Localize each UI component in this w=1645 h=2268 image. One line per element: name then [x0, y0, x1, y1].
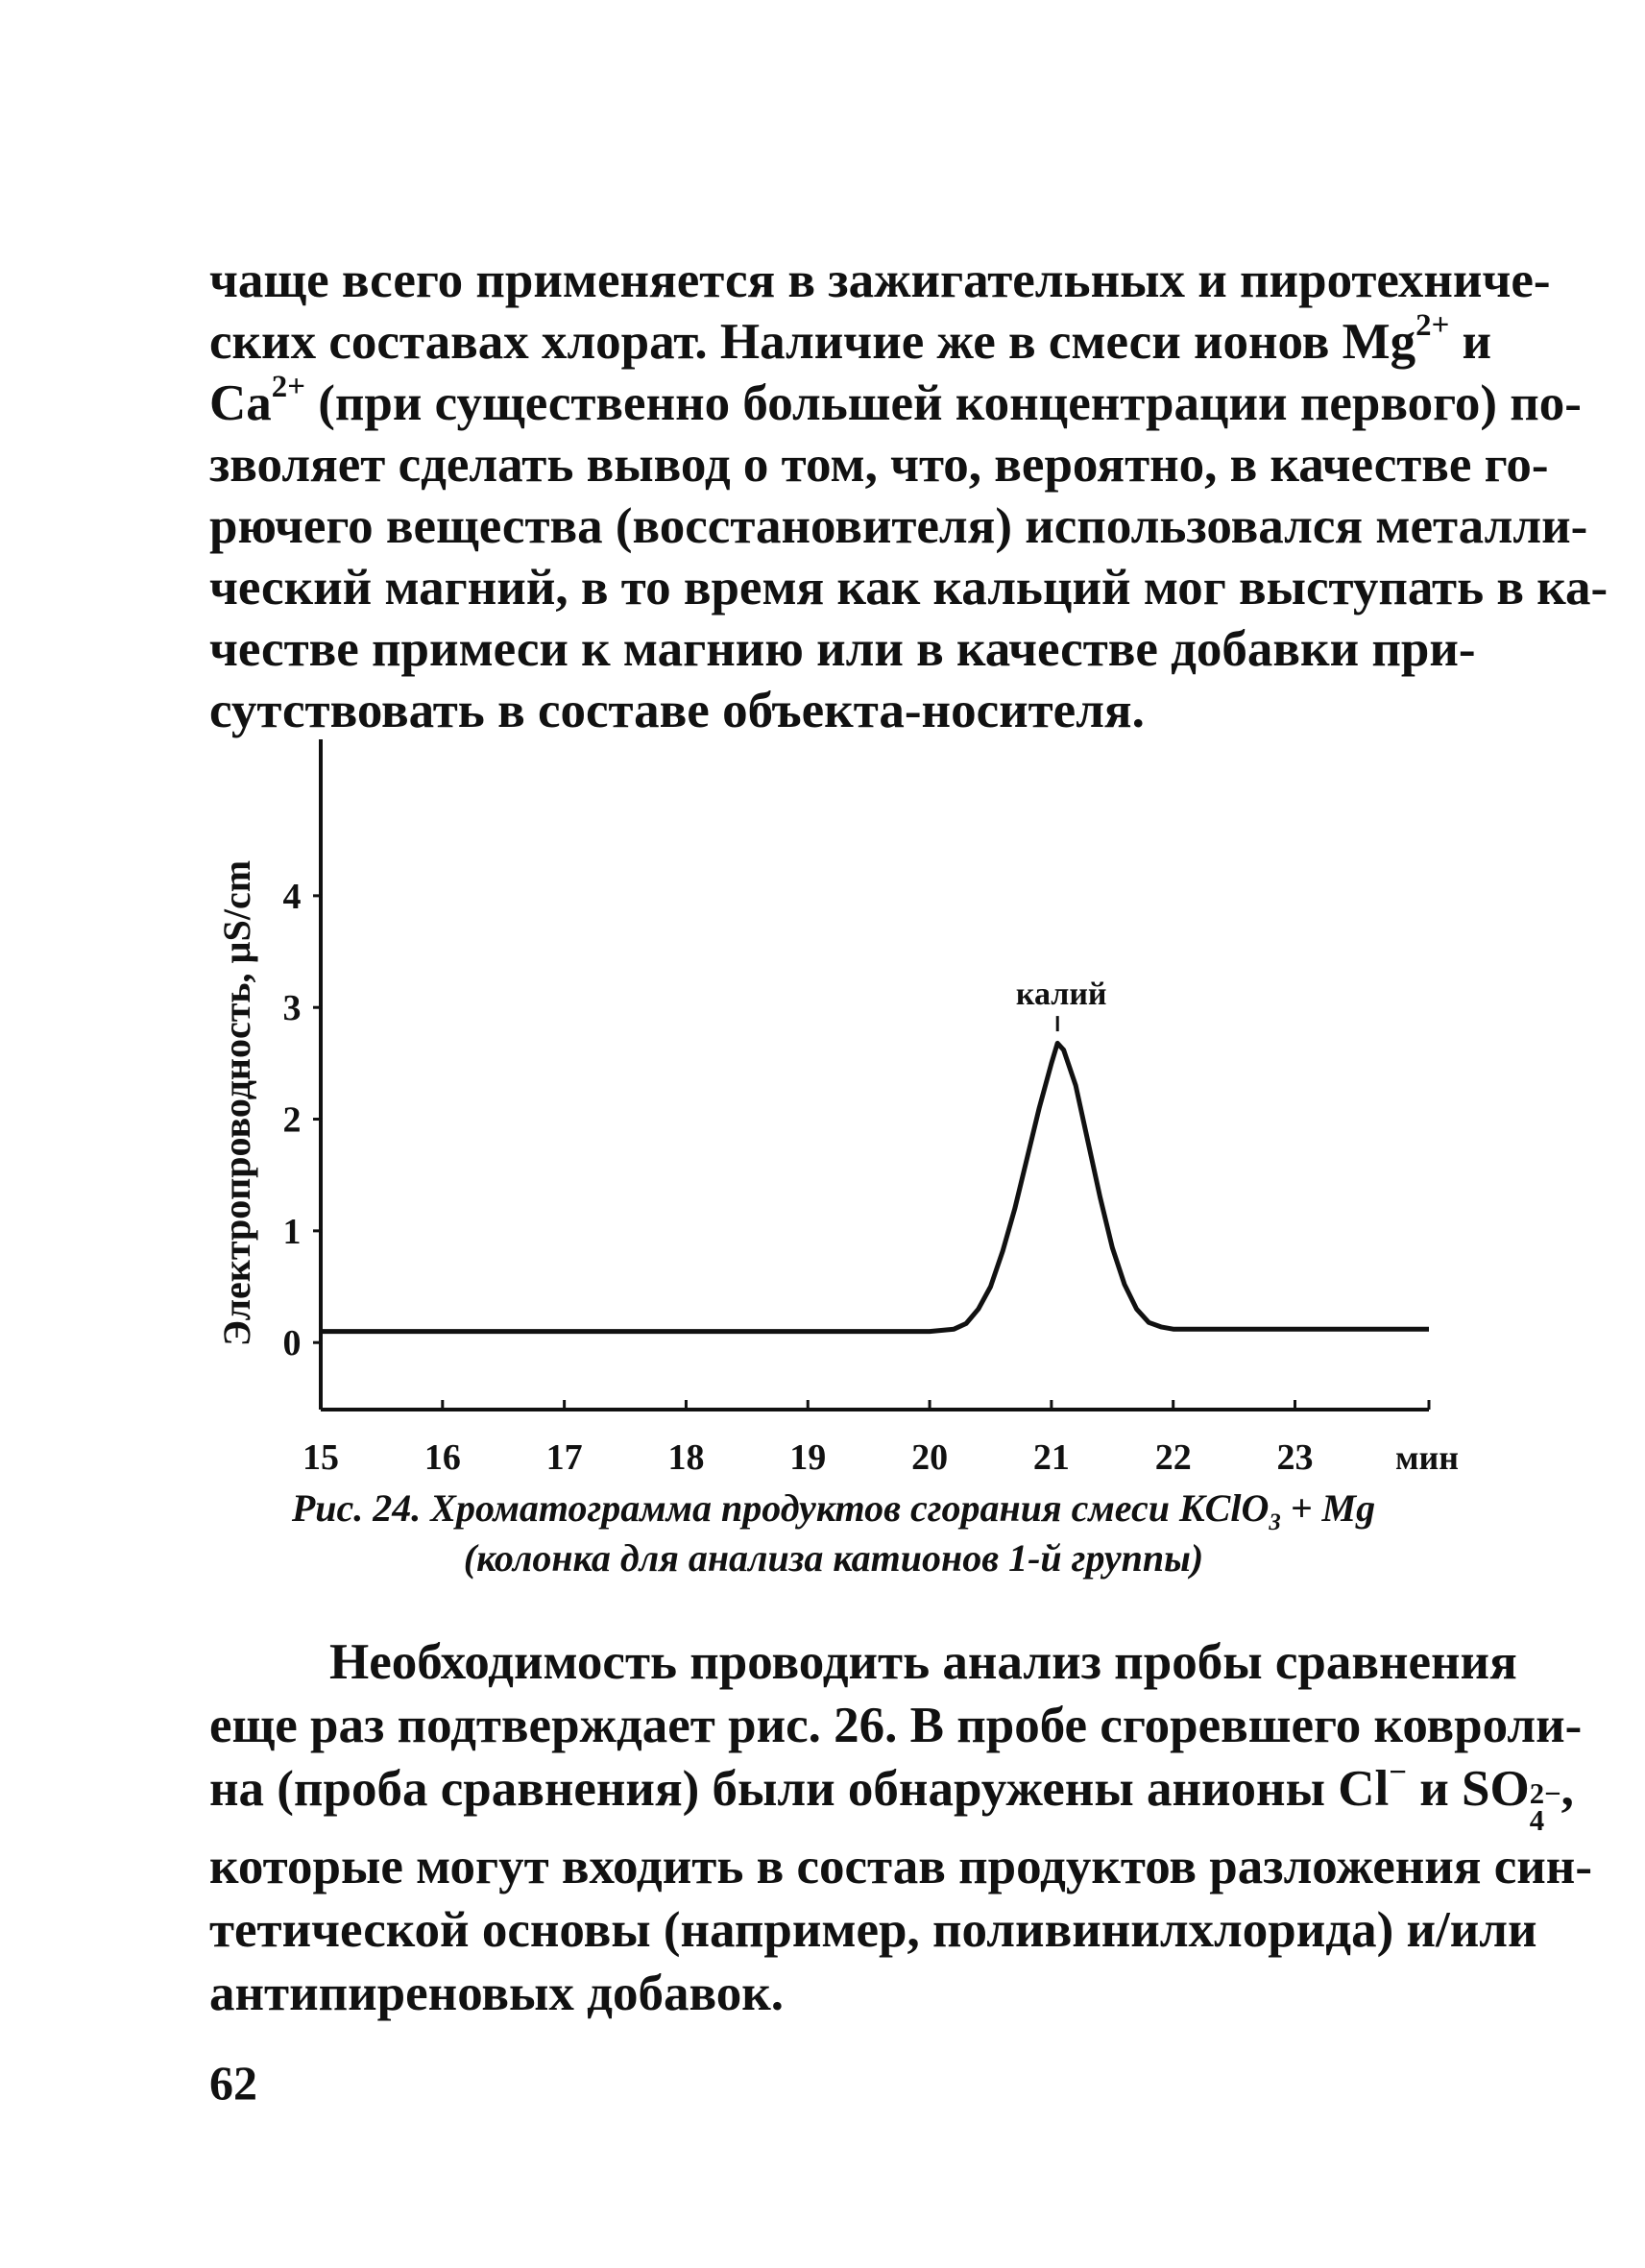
text-line: сутствовать в составе объекта-носителя.: [209, 683, 1145, 738]
x-tick-label: 19: [789, 1437, 827, 1478]
x-tick-label: 17: [545, 1437, 583, 1478]
x-tick-label: 20: [911, 1437, 949, 1478]
y-axis-label: Электропроводность, µS/cm: [215, 859, 258, 1347]
peak-label: калий: [1015, 977, 1107, 1013]
chart-annotations: [1016, 977, 1107, 1031]
x-tick-label: 21: [1032, 1437, 1070, 1478]
x-tick-label: 16: [423, 1437, 461, 1478]
text-line: рючего вещества (восстановителя) использовался металли-: [209, 498, 1588, 554]
x-tick-label: 15: [302, 1437, 339, 1478]
chart-axes: [321, 739, 1429, 1410]
body-paragraph-2: [209, 1630, 1592, 2025]
chromatogram-trace: [321, 1043, 1429, 1331]
text-line: зволяет сделать вывод о том, что, вероятно, в качестве го-: [209, 437, 1549, 493]
text-line: еще раз подтверждает рис. 26. В пробе сгоревшего ковроли-: [209, 1698, 1583, 1753]
sulfate-index: 2− 4: [1529, 1777, 1561, 1838]
body-paragraph-1: [209, 250, 1609, 741]
y-tick-label: 1: [282, 1211, 302, 1252]
y-tick-label: 0: [282, 1323, 302, 1364]
text-line: антипиреновых добавок.: [209, 1965, 785, 2021]
x-tick-label: 23: [1276, 1437, 1314, 1478]
page-number: 62: [209, 2056, 257, 2110]
text-line: чаще всего применяется в зажигательных и пиротехниче-: [209, 253, 1551, 308]
chart-ticks: [215, 860, 1459, 1478]
y-tick-label: 2: [282, 1099, 302, 1141]
text-line: ских составах хлорат. Наличие же в смеси ионов $Mg^{2+}$ и: [209, 308, 1492, 370]
caption-line: (колонка для анализа катионов 1-й группы): [463, 1536, 1204, 1580]
text-line: $Ca^{2+}$ (при существенно большей концентрации первого) по-: [209, 370, 1582, 431]
superscript: 2+: [271, 370, 305, 405]
text-line: тетической основы (например, поливинилхлорида) и/или: [209, 1901, 1537, 1958]
text-line: честве примеси к магнию или в качестве добавки при-: [209, 621, 1476, 677]
superscript: 2+: [1415, 308, 1450, 344]
text-line: Необходимость проводить анализ пробы сравнения: [329, 1634, 1517, 1690]
y-tick-label: 3: [282, 988, 302, 1029]
text-line: на (проба сравнения) были обнаружены анионы Cl− и SO 2− 4 ,: [209, 1755, 1574, 1838]
caption-line: Рис. 24. Хроматограмма продуктов сгорания смеси KClO$_3$ + Mg: [291, 1486, 1376, 1535]
x-unit-label: мин: [1394, 1438, 1460, 1477]
figure-caption: [209, 1484, 1458, 1583]
x-tick-label: 18: [667, 1437, 705, 1478]
superscript: −: [1389, 1755, 1407, 1791]
subscript: 3: [1269, 1509, 1281, 1535]
x-tick-label: 22: [1154, 1437, 1192, 1478]
text-line: ческий магний, в то время как кальций мог выступать в ка-: [209, 560, 1609, 615]
text-line: которые могут входить в состав продуктов разложения син-: [209, 1838, 1592, 1894]
chart-series: [321, 1043, 1429, 1331]
y-tick-label: 4: [282, 876, 302, 917]
